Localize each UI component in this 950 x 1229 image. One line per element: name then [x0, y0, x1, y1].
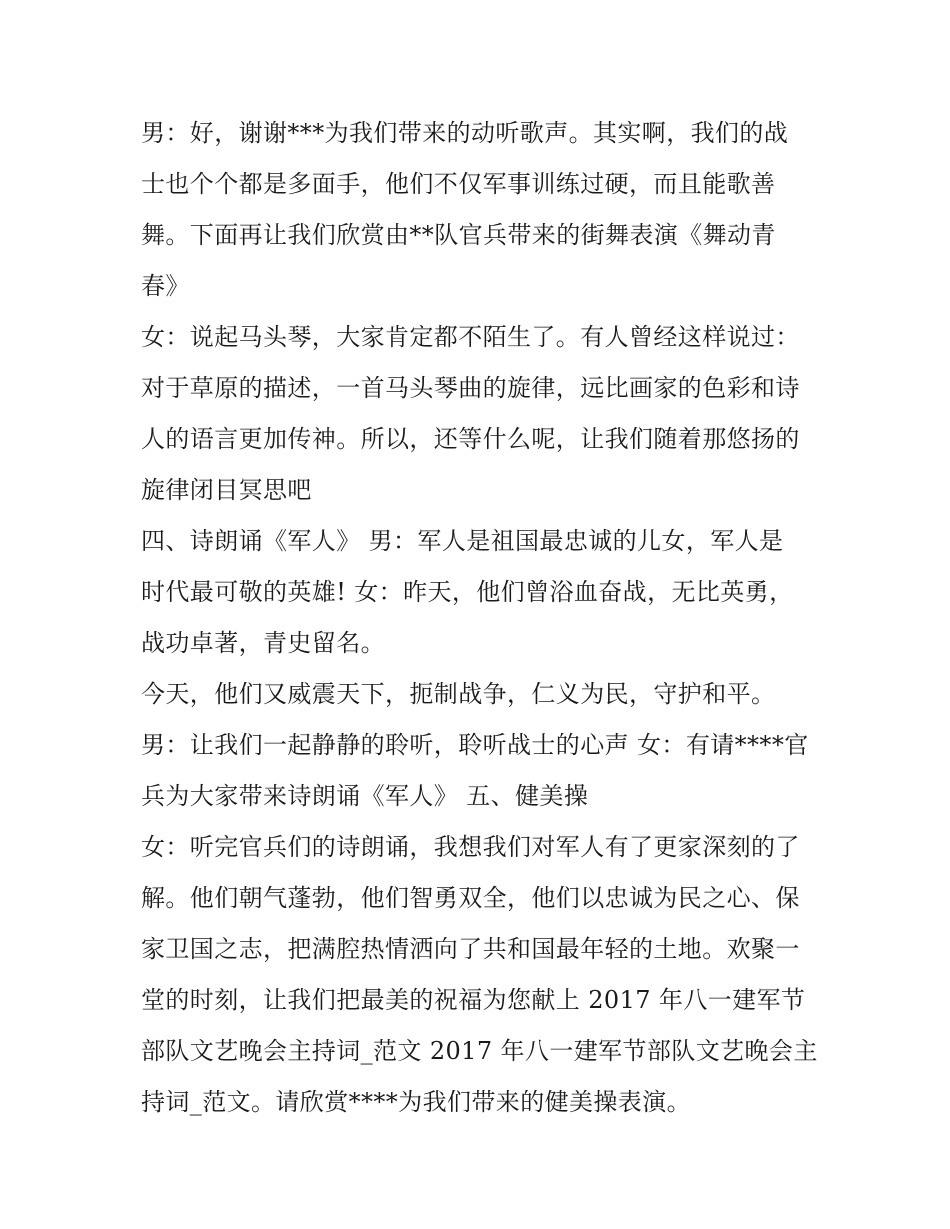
text-line: 女：听完官兵们的诗朗诵，我想我们对军人有了更家深刻的了: [141, 833, 800, 861]
text-line: 四、诗朗诵《军人》 男：军人是祖国最忠诚的儿女，军人是: [141, 527, 784, 555]
text-line: 男：好，谢谢***为我们带来的动听歌声。其实啊，我们的战: [141, 119, 789, 147]
text-line: 春》: [141, 272, 190, 300]
text-line: 士也个个都是多面手，他们不仅军事训练过硬，而且能歌善: [141, 170, 776, 198]
text-line: 舞。下面再让我们欣赏由**队官兵带来的街舞表演《舞动青: [141, 221, 776, 249]
text-line: 兵为大家带来诗朗诵《军人》 五、健美操: [141, 782, 589, 810]
text-line: 部队文艺晚会主持词_范文 2017 年八一建军节部队文艺晚会主: [141, 1037, 818, 1065]
text-line: 持词_范文。请欣赏****为我们带来的健美操表演。: [141, 1088, 691, 1116]
text-line: 旋律闭目冥思吧: [141, 476, 312, 504]
text-line: 对于草原的描述，一首马头琴曲的旋律，远比画家的色彩和诗: [141, 374, 800, 402]
document-body: [141, 108, 821, 1128]
text-line: 人的语言更加传神。所以，还等什么呢，让我们随着那悠扬的: [141, 425, 800, 453]
text-line: 男：让我们一起静静的聆听，聆听战士的心声 女：有请****官: [141, 731, 809, 759]
text-line: 今天，他们又威震天下，扼制战争，仁义为民，守护和平。: [141, 680, 776, 708]
text-line: 战功卓著，青史留名。: [141, 629, 385, 657]
text-line: 堂的时刻，让我们把最美的祝福为您献上 2017 年八一建军节: [141, 986, 806, 1014]
text-line: 家卫国之志，把满腔热情洒向了共和国最年轻的土地。欢聚一: [141, 935, 800, 963]
text-line: 解。他们朝气蓬勃，他们智勇双全，他们以忠诚为民之心、保: [141, 884, 800, 912]
text-line: 女：说起马头琴，大家肯定都不陌生了。有人曾经这样说过：: [141, 323, 800, 351]
text-line: 时代最可敬的英雄! 女：昨天，他们曾浴血奋战，无比英勇，: [141, 578, 794, 606]
